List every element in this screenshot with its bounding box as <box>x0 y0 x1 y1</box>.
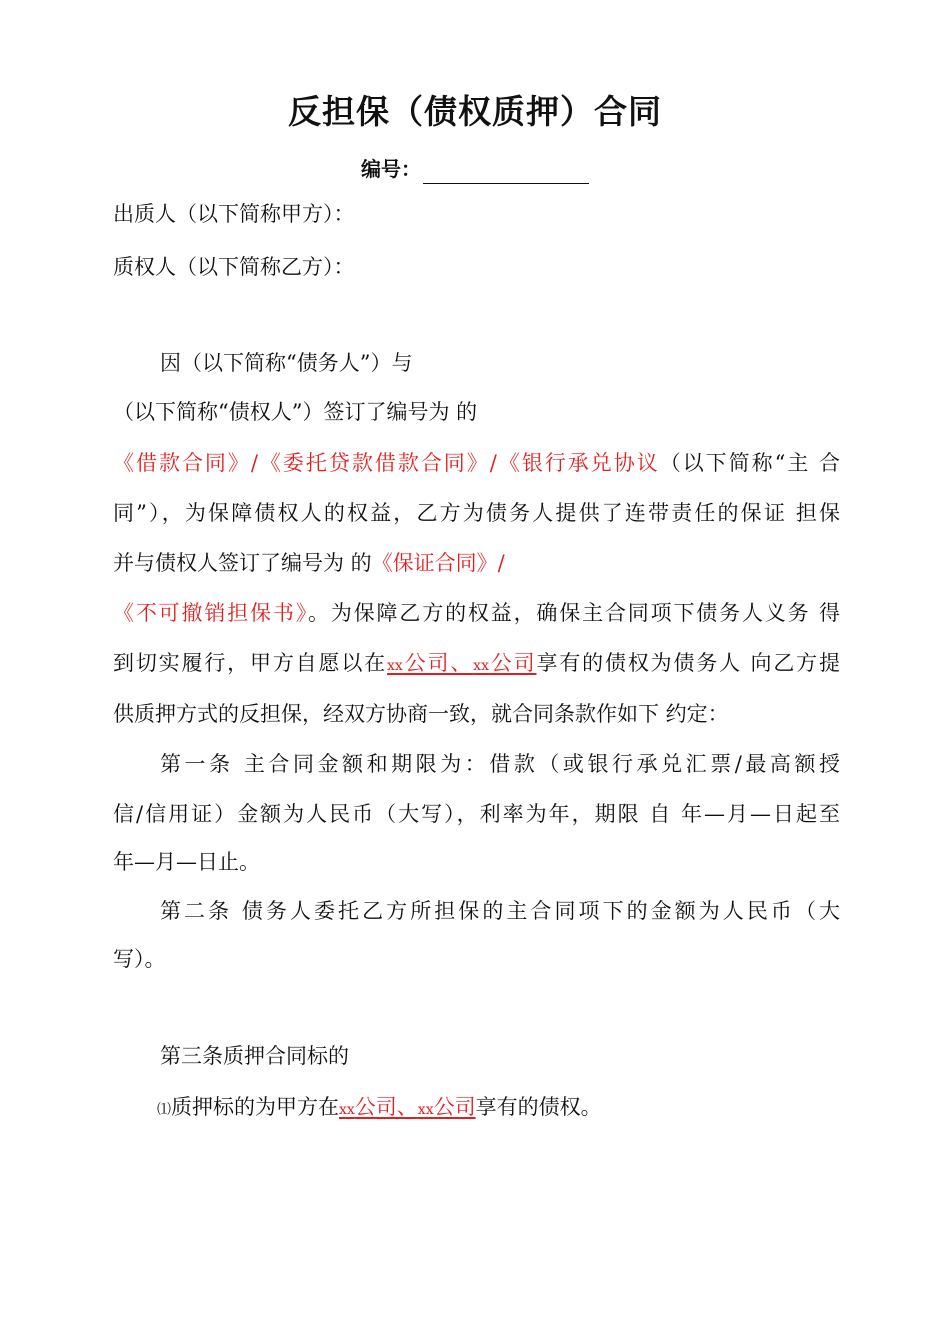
article2-line-2: 写）。 <box>113 947 166 971</box>
article1-line-3: 年—月—日止。 <box>113 850 260 874</box>
intro-line-7-b: 享有的债权为债务人 向乙方提 <box>536 651 841 675</box>
intro-line-1: 因（以下简称“债务人”）与 <box>160 351 413 375</box>
article2-line-1: 第二条 债务人委托乙方所担保的主合同项下的金额为人民币（大 <box>160 899 840 923</box>
company-link-1: xx公司、xx公司 <box>387 651 537 675</box>
contract-number-blank <box>423 161 589 184</box>
article3-item-1: ⑴质押标的为甲方在xx公司、xx公司享有的债权。 <box>157 1095 602 1119</box>
intro-line-6-rest: 。为保障乙方的权益，确保主合同项下债务人义务 得 <box>308 601 840 625</box>
intro-line-7-a: 到切实履行，甲方自愿以在 <box>113 651 388 675</box>
intro-line-3 <box>113 446 840 480</box>
article1-line-2: 信/信用证）金额为人民币（大写），利率为年，期限 自 年—月—日起至 <box>113 802 840 826</box>
intro-line-5 <box>113 546 840 580</box>
guarantee-contract-name: 《保证合同》/ <box>371 551 505 575</box>
intro-line-2: （以下简称“债权人”）签订了编号为 的 <box>113 400 478 424</box>
contract-number <box>0 152 950 186</box>
article1-line-1: 第一条 主合同金额和期限为：借款（或银行承兑汇票/最高额授 <box>160 752 840 776</box>
pledgor-line: 出质人（以下简称甲方）： <box>113 202 355 226</box>
intro-line-8: 供质押方式的反担保，经双方协商一致，就合同条款作如下 约定： <box>113 702 729 726</box>
main-contract-names: 《借款合同》/《委托贷款借款合同》/《银行承兑协议 <box>113 451 660 475</box>
intro-line-4: 同”），为保障债权人的权益，乙方为债务人提供了连带责任的保证 担保 <box>113 501 840 525</box>
contract-number-label: 编号： <box>361 157 421 181</box>
article3-heading: 第三条质押合同标的 <box>160 1044 349 1068</box>
document-title: 反担保（债权质押）合同 <box>288 92 662 131</box>
intro-line-7 <box>113 646 840 683</box>
intro-line-3-rest: （以下简称“主 合 <box>659 451 840 475</box>
pledgee-line: 质权人（以下简称乙方）： <box>113 255 355 279</box>
company-link-2: xx公司、xx公司 <box>339 1095 476 1119</box>
intro-line-6 <box>113 596 840 630</box>
item-number: ⑴ <box>157 1102 171 1118</box>
intro-line-5-text: 并与债权人签订了编号为 的 <box>113 551 372 575</box>
irrevocable-guarantee-name: 《不可撤销担保书》 <box>113 601 309 625</box>
